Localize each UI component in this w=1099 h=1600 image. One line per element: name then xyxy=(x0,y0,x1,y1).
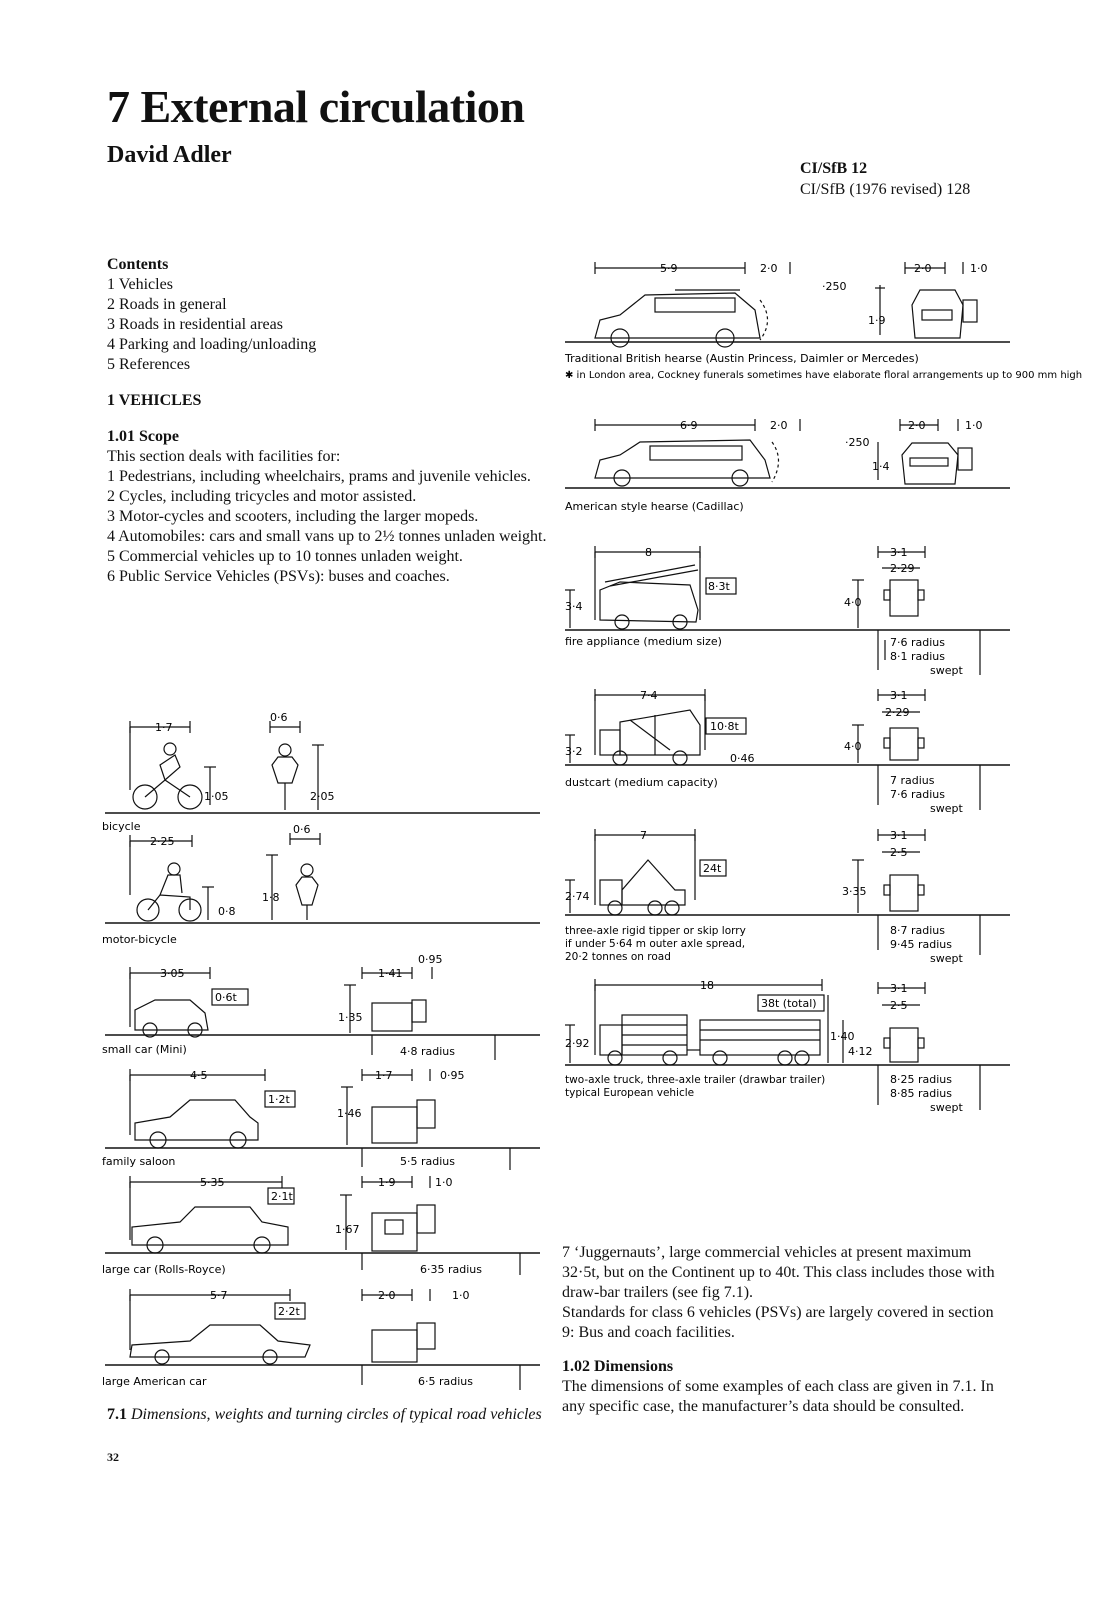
dim-label: 1·67 xyxy=(335,1223,360,1236)
dim-label: 0·46 xyxy=(730,752,755,765)
page-number: 32 xyxy=(107,1450,119,1464)
figure-caption: fire appliance (medium size) xyxy=(565,635,722,648)
radius-label: 7 radius xyxy=(890,774,935,787)
dim-label: 2·25 xyxy=(150,835,175,848)
hearse-us-drawing xyxy=(565,419,1010,488)
contents-item: 2 Roads in general xyxy=(107,296,227,313)
dim-label: 2·0 xyxy=(908,419,926,432)
dim-label: 1·46 xyxy=(337,1107,362,1120)
dim-label: 4·0 xyxy=(844,596,862,609)
figure-caption-text: Dimensions, weights and turning circles of typical road vehicles xyxy=(131,1406,542,1423)
scope-item: 6 Public Service Vehicles (PSVs): buses and coaches. xyxy=(107,568,450,585)
dim-label: 7·4 xyxy=(640,689,658,702)
contents-item: 5 References xyxy=(107,356,191,373)
figure-caption-main xyxy=(107,1405,547,1425)
swept-label: swept xyxy=(930,664,963,677)
swept-label: swept xyxy=(930,952,963,965)
contents-item: 4 Parking and loading/unloading xyxy=(107,336,317,353)
dim-label: 1·0 xyxy=(452,1289,470,1302)
dim-label: ·250 xyxy=(822,280,847,293)
dim-label: 2·74 xyxy=(565,890,590,903)
dim-label: 2·29 xyxy=(890,562,915,575)
dim-label: 5·9 xyxy=(660,262,678,275)
dim-label: ·250 xyxy=(845,436,870,449)
paragraph-class7: 7 ‘Juggernauts’, large commercial vehicles at present maximum 32·5t, but on the Continent up to 40t. This class includes those with draw-bar trailers (see fig 7.1). xyxy=(562,1244,995,1301)
vehicle-label: large car (Rolls-Royce) xyxy=(102,1263,226,1276)
radius-label: 5·5 radius xyxy=(400,1155,455,1168)
cisfb-code: CI/SfB 12 xyxy=(800,160,868,177)
scope-intro: This section deals with facilities for: xyxy=(107,448,341,465)
dim-label: 3·05 xyxy=(160,967,185,980)
weight-label: 2·1t xyxy=(271,1190,293,1203)
vehicle-label: large American car xyxy=(102,1375,207,1388)
radius-label: 6·5 radius xyxy=(418,1375,473,1388)
figure-caption: three-axle rigid tipper or skip lorry xyxy=(565,925,746,937)
dim-label: 1·05 xyxy=(204,790,229,803)
swept-label: swept xyxy=(930,802,963,815)
dim-label: 1·9 xyxy=(378,1176,396,1189)
contents-block xyxy=(107,255,552,587)
figure-caption: Traditional British hearse (Austin Princess, Daimler or Mercedes) xyxy=(565,352,919,365)
scope-item: 5 Commercial vehicles up to 10 tonnes unladen weight. xyxy=(107,548,463,565)
dim-label: 1·0 xyxy=(435,1176,453,1189)
dim-label: 1·0 xyxy=(965,419,983,432)
dim-label: 1·41 xyxy=(378,967,403,980)
dim-label: 3·35 xyxy=(842,885,867,898)
cisfb-revised: CI/SfB (1976 revised) 128 xyxy=(800,181,971,198)
chapter-title: 7 External circulation xyxy=(107,81,525,132)
paragraph-psv: Standards for class 6 vehicles (PSVs) are largely covered in section 9: Bus and coach facilities. xyxy=(562,1304,994,1341)
dim-label: 1·0 xyxy=(970,262,988,275)
weight-label: 1·2t xyxy=(268,1093,290,1106)
dim-label: 0·8 xyxy=(218,905,236,918)
weight-label: 10·8t xyxy=(710,720,739,733)
dim-label: 1·9 xyxy=(868,314,886,327)
weight-label: 2·2t xyxy=(278,1305,300,1318)
cisfb-reference xyxy=(800,158,970,200)
vehicle-label: family saloon xyxy=(102,1155,176,1168)
dim-label: 2·92 xyxy=(565,1037,590,1050)
dim-label: 3·1 xyxy=(890,982,908,995)
dim-label: 2·5 xyxy=(890,846,908,859)
dim-label: 2·29 xyxy=(885,706,910,719)
dim-label: 4·0 xyxy=(844,740,862,753)
scope-item: 1 Pedestrians, including wheelchairs, prams and juvenile vehicles. xyxy=(107,468,531,485)
dim-label: 3·4 xyxy=(565,600,583,613)
radius-label: 8·1 radius xyxy=(890,650,945,663)
dim-label: 3·1 xyxy=(890,546,908,559)
dim-label: 3·2 xyxy=(565,745,583,758)
weight-label: 8·3t xyxy=(708,580,730,593)
figure-number: 7.1 xyxy=(107,1406,127,1423)
figure-caption: two-axle truck, three-axle trailer (drawbar trailer) xyxy=(565,1074,826,1086)
dim-label: 1·7 xyxy=(155,721,173,734)
radius-label: 9·45 radius xyxy=(890,938,952,951)
radius-label: 8·25 radius xyxy=(890,1073,952,1086)
dimensions-text: The dimensions of some examples of each class are given in 7.1. In any specific case, the manufacturer’s data should be consulted. xyxy=(562,1378,994,1415)
radius-label: 6·35 radius xyxy=(420,1263,482,1276)
dim-label: 5·7 xyxy=(210,1289,228,1302)
dim-label: 2·0 xyxy=(914,262,932,275)
dim-label: 2·05 xyxy=(310,790,335,803)
figure-caption: 20·2 tonnes on road xyxy=(565,951,671,963)
dim-label: 6·9 xyxy=(680,419,698,432)
radius-label: 7·6 radius xyxy=(890,636,945,649)
scope-item: 3 Motor-cycles and scooters, including the larger mopeds. xyxy=(107,508,479,525)
dim-label: 1·35 xyxy=(338,1011,363,1024)
figure-caption: if under 5·64 m outer axle spread, xyxy=(565,938,746,950)
vehicle-label: bicycle xyxy=(102,820,141,833)
vehicle-label: motor-bicycle xyxy=(102,933,177,946)
weight-label: 0·6t xyxy=(215,991,237,1004)
radius-label: 8·85 radius xyxy=(890,1087,952,1100)
dim-label: 0·6 xyxy=(270,711,288,724)
contents-item: 3 Roads in residential areas xyxy=(107,316,283,333)
figure-road-vehicles xyxy=(100,705,550,1400)
swept-label: swept xyxy=(930,1101,963,1114)
dim-label: 3·1 xyxy=(890,829,908,842)
figure-caption: American style hearse (Cadillac) xyxy=(565,500,744,513)
figure-note: ✱ in London area, Cockney funerals sometimes have elaborate floral arrangements up to 900 mm high xyxy=(565,370,1083,381)
figure-caption: typical European vehicle xyxy=(565,1087,695,1099)
dim-label: 4·5 xyxy=(190,1069,208,1082)
dim-label: 2·0 xyxy=(760,262,778,275)
dim-label: 0·95 xyxy=(418,953,443,966)
dim-label: 2·0 xyxy=(770,419,788,432)
dim-label: 4·12 xyxy=(848,1045,873,1058)
dim-label: 2·5 xyxy=(890,999,908,1012)
dim-label: 1·40 xyxy=(830,1030,855,1043)
scope-item: 2 Cycles, including tricycles and motor assisted. xyxy=(107,488,417,505)
dim-label: 18 xyxy=(700,979,714,992)
rolls-royce-drawing xyxy=(105,1176,540,1275)
contents-heading: Contents xyxy=(107,256,169,273)
radius-label: 7·6 radius xyxy=(890,788,945,801)
right-column-text xyxy=(562,1243,1007,1417)
dim-label: 5·35 xyxy=(200,1176,225,1189)
dim-label: 0·95 xyxy=(440,1069,465,1082)
section-heading-vehicles: 1 VEHICLES xyxy=(107,392,202,409)
dim-label: 3·1 xyxy=(890,689,908,702)
dim-label: 1·4 xyxy=(872,460,890,473)
dim-label: 1·7 xyxy=(375,1069,393,1082)
dim-label: 7 xyxy=(640,829,647,842)
scope-heading: 1.01 Scope xyxy=(107,428,179,445)
radius-label: 4·8 radius xyxy=(400,1045,455,1058)
dim-label: 2·0 xyxy=(378,1289,396,1302)
weight-label: 38t (total) xyxy=(761,997,817,1010)
radius-label: 8·7 radius xyxy=(890,924,945,937)
hearse-uk-drawing xyxy=(565,262,1010,347)
scope-item: 4 Automobiles: cars and small vans up to 2½ tonnes unladen weight. xyxy=(107,528,547,545)
contents-item: 1 Vehicles xyxy=(107,276,173,293)
dim-label: 1·8 xyxy=(262,891,280,904)
dim-label: 0·6 xyxy=(293,823,311,836)
figure-commercial-vehicles xyxy=(560,250,1083,1120)
dimensions-heading: 1.02 Dimensions xyxy=(562,1358,674,1375)
author-name: David Adler xyxy=(107,142,232,168)
vehicle-label: small car (Mini) xyxy=(102,1043,187,1056)
dim-label: 8 xyxy=(645,546,652,559)
figure-caption: dustcart (medium capacity) xyxy=(565,776,718,789)
weight-label: 24t xyxy=(703,862,722,875)
